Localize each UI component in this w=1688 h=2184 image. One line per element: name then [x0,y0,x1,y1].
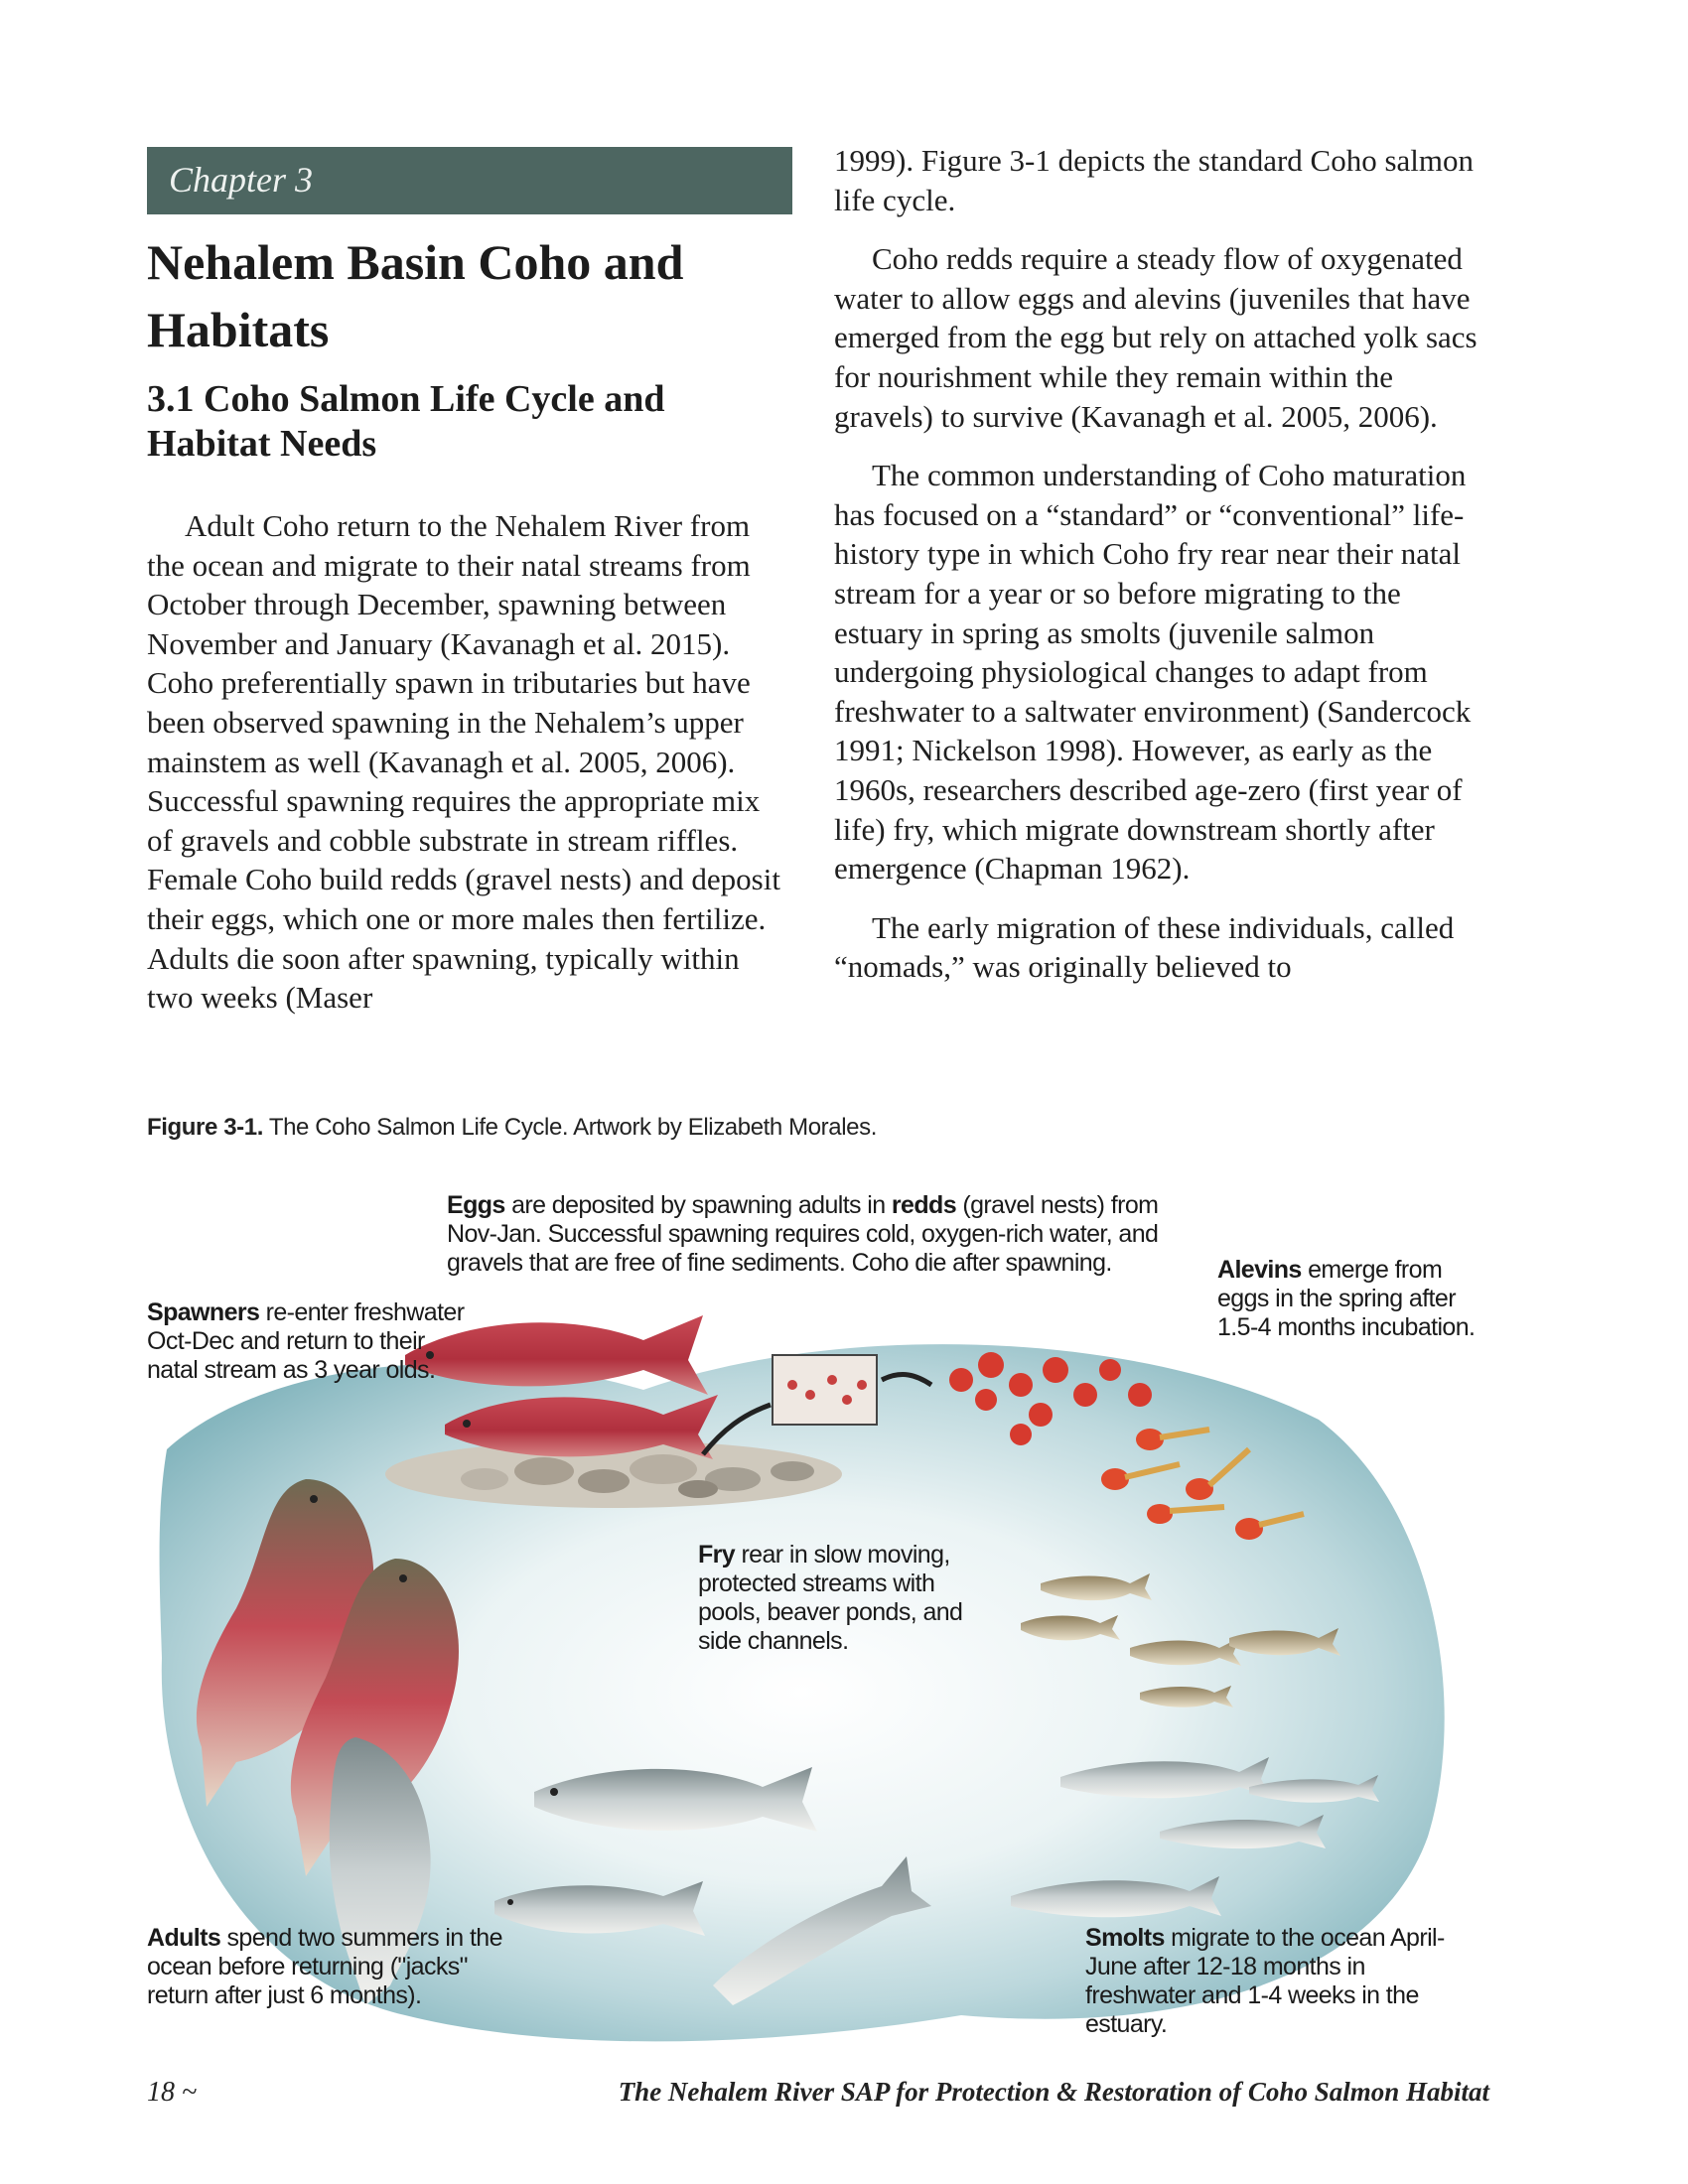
chapter-title: Nehalem Basin Coho and Habitats [147,234,684,357]
fry-text: rear in slow moving, protected streams with pools, beaver ponds, and side channels. [698,1541,963,1655]
smolts-term: Smolts [1085,1924,1165,1952]
running-footer-title: The Nehalem River SAP for Protection & Restoration of Coho Salmon Habitat [618,2077,1489,2107]
eggs-term: Eggs [447,1191,505,1219]
spawners-label [147,1298,465,1385]
adults-text: spend two summers in the ocean before returning ("jacks" return after just 6 months). [147,1924,502,2009]
body-paragraph: Adult Coho return to the Nehalem River from the ocean and migrate to their natal streams from October through December, spawning between November and January (Kavanagh et al. 2015). Coho preferentially spawn in tributaries but have been observed spawning in the Nehalem’s upper mainstem as well (Kavanagh et al. 2005, 2006). Successful spawning requires the appropriate mix of gravels and cobble substrate in stream riffles. Female Coho build redds (gravel nests) and deposit their eggs, which one or more males then fertilize. Adults die soon after spawning, typically within two weeks (Maser [147,508,780,1016]
chapter-banner [147,147,792,214]
redds-term: redds [891,1191,957,1219]
body-paragraph: The common understanding of Coho maturation has focused on a “standard” or “conventional” life-history type in which Coho fry rear near their natal stream for a year or so before migrating to the estuary in spring as smolts (juvenile salmon undergoing physiological changes to adapt from freshwater to a saltwater environment) (Sandercock 1991; Nickelson 1998). However, as early as the 1960s, researchers described age-zero (first year of life) fry, which migrate downstream shortly after emergence (Chapman 1962). [834,458,1472,887]
fry-term: Fry [698,1541,736,1569]
figure-caption-text: The Coho Salmon Life Cycle. Artwork by Elizabeth Morales. [268,1114,877,1141]
page-number: 18 ~ [147,2077,198,2108]
figure-caption-label: Figure 3-1. [147,1114,263,1141]
eggs-text: are deposited by spawning adults in [504,1191,892,1219]
smolts-text: migrate to the ocean April-June after 12-18 months in freshwater and 1-4 weeks in the estuary. [1085,1924,1445,2038]
spawners-term: Spawners [147,1298,260,1326]
alevins-term: Alevins [1217,1256,1302,1284]
eggs-label [447,1191,1162,1278]
alevins-text: emerge from eggs in the spring after 1.5-4 months incubation. [1217,1256,1476,1341]
fry-label [698,1541,966,1656]
spawners-text: re-enter freshwater Oct-Dec and return to their natal stream as 3 year olds. [147,1298,465,1384]
right-column [834,141,1489,987]
eggs-text-continued: (gravel nests) from Nov-Jan. Successful spawning requires cold, oxygen-rich water, and gravels that are free of fine sediments. Coho die after spawning. [447,1191,1159,1277]
alevins-label [1217,1256,1487,1342]
left-column [147,506,792,1018]
section-heading: 3.1 Coho Salmon Life Cycle and Habitat Needs [147,378,665,465]
life-cycle-illustration [147,1191,1487,2065]
smolts-label [1085,1924,1473,2039]
chapter-label: Chapter 3 [169,160,314,200]
figure-caption [147,1114,877,1142]
adults-term: Adults [147,1924,221,1952]
body-paragraph: Coho redds require a steady flow of oxygenated water to allow eggs and alevins (juveniles that have emerged from the egg but rely on attached yolk sacs for nourishment while they remain within the gravels) to survive (Kavanagh et al. 2005, 2006). [834,241,1477,434]
body-paragraph: 1999). Figure 3-1 depicts the standard Coho salmon life cycle. [834,143,1475,217]
adults-label [147,1924,524,2010]
body-paragraph: The early migration of these individuals, called “nomads,” was originally believed to [834,909,1455,985]
